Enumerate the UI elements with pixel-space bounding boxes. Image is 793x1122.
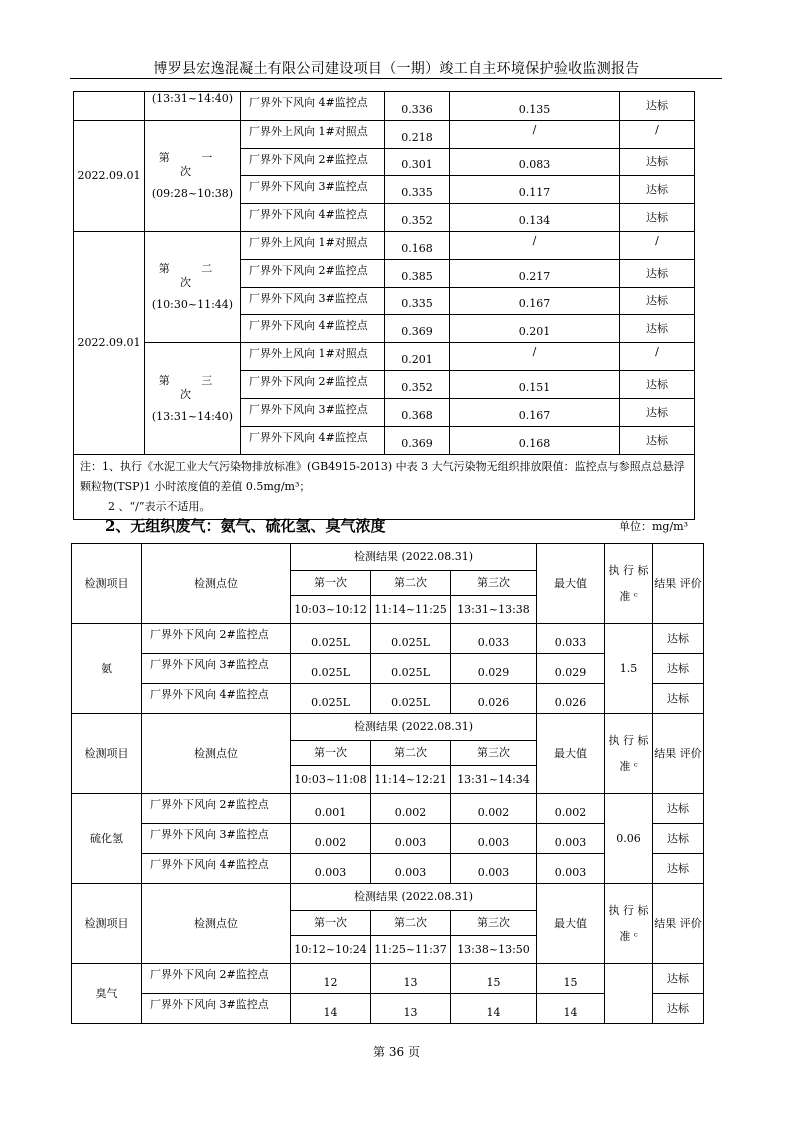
- round-time: (13:31~14:40): [151, 409, 234, 423]
- std-cell: 0.06: [605, 794, 653, 884]
- std-header: 执 行 标准 ᶜ: [605, 544, 653, 624]
- round-header: 第二次: [371, 741, 451, 766]
- value-cell: 0.033: [451, 624, 537, 654]
- value-cell: 15: [451, 964, 537, 994]
- value-cell: 14: [291, 994, 371, 1024]
- point-cell: 厂界外下风向 3#监控点: [142, 994, 291, 1024]
- max-header: 最大值: [537, 884, 605, 964]
- value-cell: 0.001: [291, 794, 371, 824]
- point-cell: 厂界外下风向 4#监控点: [142, 684, 291, 714]
- value-cell: 0.026: [451, 684, 537, 714]
- table-row: [74, 343, 695, 371]
- round-cell: [145, 121, 241, 232]
- std-cell: 1.5: [605, 624, 653, 714]
- item-header: 检测项目: [72, 544, 142, 624]
- point-cell: 厂界外下风向 4#监控点: [142, 854, 291, 884]
- time-header: 13:38~13:50: [451, 936, 537, 964]
- value-cell: 13: [371, 964, 451, 994]
- unit-label: 单位：mg/m³: [619, 520, 689, 533]
- std-header: 执 行 标准 ᶜ: [605, 884, 653, 964]
- max-header: 最大值: [537, 714, 605, 794]
- eval-cell: 达标: [653, 994, 704, 1024]
- point-cell: 厂界外下风向 2#监控点: [241, 149, 385, 176]
- diff-cell: 0.083: [450, 149, 620, 176]
- item-cell: 臭气: [72, 964, 142, 1024]
- value-cell: 0.335: [385, 288, 450, 315]
- value-cell: 0.002: [371, 794, 451, 824]
- diff-cell: 0.217: [450, 260, 620, 288]
- table-row: [72, 794, 704, 824]
- item-cell: 氨: [72, 624, 142, 714]
- round-header: 第二次: [371, 911, 451, 936]
- result-header: 检测结果 (2022.08.31): [291, 714, 537, 741]
- round-header: 第二次: [371, 571, 451, 596]
- value-cell: 0.003: [291, 854, 371, 884]
- diff-cell: /: [450, 343, 620, 371]
- value-cell: 0.336: [385, 92, 450, 121]
- result-header: 检测结果 (2022.08.31): [291, 544, 537, 571]
- value-cell: 0.218: [385, 121, 450, 149]
- value-cell: 0.003: [451, 824, 537, 854]
- eval-cell: /: [620, 121, 695, 149]
- round-cell: [145, 343, 241, 455]
- eval-cell: 达标: [620, 176, 695, 204]
- date-cell: 2022.09.01: [74, 232, 145, 455]
- point-header: 检测点位: [142, 884, 291, 964]
- table-row: [74, 232, 695, 260]
- value-cell: 0.301: [385, 149, 450, 176]
- time-header: 10:03~11:08: [291, 766, 371, 794]
- max-cell: 0.003: [537, 824, 605, 854]
- max-cell: 14: [537, 994, 605, 1024]
- value-cell: 0.352: [385, 371, 450, 399]
- time-header: 10:12~10:24: [291, 936, 371, 964]
- max-cell: 15: [537, 964, 605, 994]
- value-cell: 0.002: [291, 824, 371, 854]
- point-cell: 厂界外下风向 3#监控点: [241, 399, 385, 427]
- eval-cell: 达标: [620, 371, 695, 399]
- point-cell: 厂界外上风向 1#对照点: [241, 343, 385, 371]
- eval-cell: 达标: [620, 92, 695, 121]
- point-cell: 厂界外下风向 2#监控点: [142, 624, 291, 654]
- value-cell: 0.168: [385, 232, 450, 260]
- point-cell: 厂界外下风向 3#监控点: [142, 824, 291, 854]
- eval-cell: 达标: [653, 964, 704, 994]
- max-cell: 0.026: [537, 684, 605, 714]
- diff-cell: 0.168: [450, 427, 620, 455]
- eval-cell: 达标: [620, 288, 695, 315]
- value-cell: 0.369: [385, 427, 450, 455]
- point-cell: 厂界外下风向 2#监控点: [241, 260, 385, 288]
- value-cell: 0.201: [385, 343, 450, 371]
- point-cell: 厂界外下风向 3#监控点: [241, 288, 385, 315]
- value-cell: 12: [291, 964, 371, 994]
- eval-header: 结果 评价: [653, 714, 704, 794]
- diff-cell: 0.201: [450, 315, 620, 343]
- value-cell: 0.025L: [291, 684, 371, 714]
- table-header-row: [72, 714, 704, 741]
- page-header-title: 博罗县宏逸混凝土有限公司建设项目（一期）竣工自主环境保护验收监测报告: [153, 61, 640, 77]
- point-cell: 厂界外下风向 2#监控点: [241, 371, 385, 399]
- point-cell: 厂界外下风向 2#监控点: [142, 794, 291, 824]
- point-cell: 厂界外下风向 2#监控点: [142, 964, 291, 994]
- table-header-row: [72, 884, 704, 911]
- max-cell: 0.002: [537, 794, 605, 824]
- item-header: 检测项目: [72, 714, 142, 794]
- std-header: 执 行 标准 ᶜ: [605, 714, 653, 794]
- value-cell: 13: [371, 994, 451, 1024]
- value-cell: 0.025L: [291, 654, 371, 684]
- table-row: [74, 121, 695, 149]
- eval-cell: 达标: [620, 427, 695, 455]
- table-note: [74, 455, 695, 520]
- item-header: 检测项目: [72, 884, 142, 964]
- time-header: 13:31~14:34: [451, 766, 537, 794]
- value-cell: 0.025L: [371, 684, 451, 714]
- eval-cell: 达标: [653, 824, 704, 854]
- date-cell: 2022.09.01: [74, 121, 145, 232]
- eval-cell: 达标: [653, 684, 704, 714]
- point-header: 检测点位: [142, 544, 291, 624]
- eval-cell: 达标: [620, 149, 695, 176]
- value-cell: 14: [451, 994, 537, 1024]
- table-row: [72, 624, 704, 654]
- time-header: 10:03~10:12: [291, 596, 371, 624]
- round-cell: [145, 232, 241, 343]
- value-cell: 0.003: [451, 854, 537, 884]
- eval-cell: 达标: [653, 854, 704, 884]
- value-cell: 0.003: [371, 824, 451, 854]
- point-cell: 厂界外下风向 4#监控点: [241, 204, 385, 232]
- round-header: 第三次: [451, 741, 537, 766]
- table-header-row: [72, 544, 704, 571]
- value-cell: 0.368: [385, 399, 450, 427]
- eval-cell: /: [620, 232, 695, 260]
- table-row: [74, 92, 695, 121]
- point-cell: 厂界外下风向 3#监控点: [241, 176, 385, 204]
- note-line-2: 2 、“/”表示不适用。: [108, 500, 211, 513]
- diff-cell: 0.167: [450, 288, 620, 315]
- value-cell: 0.025L: [371, 654, 451, 684]
- note-line-1: 注：1、执行《水泥工业大气污染物排放标准》(GB4915-2013) 中表 3 大气污染物无组织排放限值：监控点与参照点总悬浮颗粒物(TSP)1 小时浓度值的差值 0.5mg/m³；: [80, 460, 685, 493]
- round-label: 第 二 次: [158, 262, 227, 289]
- eval-header: 结果 评价: [653, 544, 704, 624]
- point-cell: 厂界外下风向 4#监控点: [241, 92, 385, 121]
- value-cell: 0.369: [385, 315, 450, 343]
- date-cell: [74, 92, 145, 121]
- time-header: 11:14~11:25: [371, 596, 451, 624]
- point-cell: 厂界外上风向 1#对照点: [241, 232, 385, 260]
- diff-cell: 0.117: [450, 176, 620, 204]
- std-cell: [605, 964, 653, 1024]
- value-cell: 0.385: [385, 260, 450, 288]
- table-note-row: [74, 455, 695, 520]
- diff-cell: /: [450, 232, 620, 260]
- diff-cell: /: [450, 121, 620, 149]
- diff-cell: 0.167: [450, 399, 620, 427]
- value-cell: 0.025L: [291, 624, 371, 654]
- diff-cell: 0.134: [450, 204, 620, 232]
- round-label: 第 一 次: [158, 151, 227, 178]
- diff-cell: 0.135: [450, 92, 620, 121]
- eval-cell: 达标: [620, 399, 695, 427]
- point-header: 检测点位: [142, 714, 291, 794]
- header-rule: [70, 78, 722, 79]
- eval-cell: 达标: [653, 794, 704, 824]
- time-header: 11:25~11:37: [371, 936, 451, 964]
- time-header: 11:14~12:21: [371, 766, 451, 794]
- round-label: 第 三 次: [158, 373, 227, 401]
- value-cell: 0.003: [371, 854, 451, 884]
- eval-cell: 达标: [620, 260, 695, 288]
- round-header: 第一次: [291, 911, 371, 936]
- round-header: 第三次: [451, 571, 537, 596]
- time-cell: (13:31~14:40): [145, 92, 241, 121]
- table-row: [72, 964, 704, 994]
- value-cell: 0.029: [451, 654, 537, 684]
- value-cell: 0.025L: [371, 624, 451, 654]
- eval-cell: /: [620, 343, 695, 371]
- time-header: 13:31~13:38: [451, 596, 537, 624]
- section-title: 2、无组织废气：氨气、硫化氢、臭气浓度: [105, 517, 386, 535]
- point-cell: 厂界外上风向 1#对照点: [241, 121, 385, 149]
- odor-gas-results-table: [71, 543, 704, 1024]
- eval-cell: 达标: [653, 624, 704, 654]
- diff-cell: 0.151: [450, 371, 620, 399]
- max-cell: 0.003: [537, 854, 605, 884]
- round-time: (10:30~11:44): [151, 298, 234, 311]
- max-cell: 0.029: [537, 654, 605, 684]
- point-cell: 厂界外下风向 4#监控点: [241, 427, 385, 455]
- round-header: 第一次: [291, 571, 371, 596]
- value-cell: 0.352: [385, 204, 450, 232]
- round-header: 第一次: [291, 741, 371, 766]
- eval-cell: 达标: [620, 315, 695, 343]
- max-header: 最大值: [537, 544, 605, 624]
- round-time: (09:28~10:38): [151, 187, 234, 200]
- value-cell: 0.002: [451, 794, 537, 824]
- value-cell: 0.335: [385, 176, 450, 204]
- round-header: 第三次: [451, 911, 537, 936]
- page-number: 第 36 页: [373, 1045, 420, 1059]
- result-header: 检测结果 (2022.08.31): [291, 884, 537, 911]
- eval-header: 结果 评价: [653, 884, 704, 964]
- max-cell: 0.033: [537, 624, 605, 654]
- eval-cell: 达标: [620, 204, 695, 232]
- point-cell: 厂界外下风向 3#监控点: [142, 654, 291, 684]
- tsp-results-table: [73, 91, 695, 520]
- item-cell: 硫化氢: [72, 794, 142, 884]
- point-cell: 厂界外下风向 4#监控点: [241, 315, 385, 343]
- eval-cell: 达标: [653, 654, 704, 684]
